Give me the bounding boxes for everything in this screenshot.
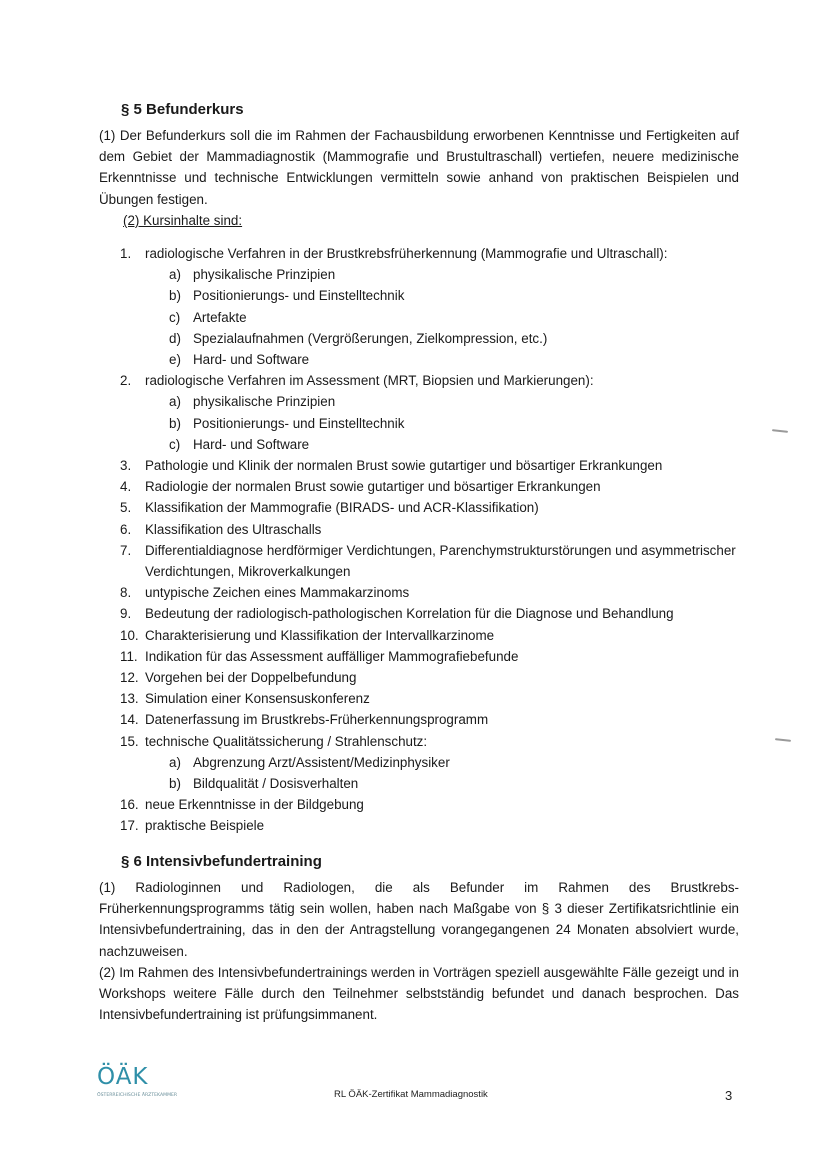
list-item (99, 625, 739, 646)
list-item-number: 1. (120, 246, 132, 261)
page-number: 3 (725, 1088, 733, 1103)
list-item-text: Charakterisierung und Klassifikation der Intervallkarzinome (145, 627, 495, 643)
sub-list-item-letter: b) (169, 776, 181, 792)
sub-list-item (99, 752, 739, 773)
section-6-paragraph-2: (2) Im Rahmen des Intensivbefundertrainings werden in Vorträgen speziell ausgewählte Fälle gezeigt und in Workshops weitere Fälle durch den Teilnehmer selbstständig befundet und danach besprochen. Das Intensivbefundertraining ist prüfungsimmanent. (99, 965, 739, 1023)
sub-list-item-letter: a) (169, 754, 181, 770)
list-item-text: Simulation einer Konsensuskonferenz (145, 691, 370, 707)
section-6-heading: § 6 Intensivbefundertraining (121, 853, 322, 870)
sub-list-item-letter: a) (169, 394, 181, 410)
sub-list-item (99, 285, 739, 306)
sub-list-item-text: physikalische Prinzipien (193, 394, 336, 410)
sub-list-item-text: Spezialaufnahmen (Vergrößerungen, Zielkompression, etc.) (193, 330, 548, 346)
sub-list-item-text: Hard- und Software (193, 352, 310, 368)
list-item (99, 709, 739, 730)
list-item-text: radiologische Verfahren im Assessment (MRT, Biopsien und Markierungen): (145, 373, 594, 389)
list-item-text: untypische Zeichen eines Mammakarzinoms (145, 585, 410, 601)
section-6-paragraph-1: (1) Radiologinnen und Radiologen, die als Befunder im Rahmen des Brustkrebs-Früherkennungsprogramms tätig sein wollen, haben nach Maßgabe von § 3 dieser Zertifikatsrichtlinie ein Intensivbefundertraining, das in den der Antragstellung vorangegangenen 24 Monaten absolviert wurde, nachzuweisen. (99, 880, 739, 959)
sub-list-item (99, 773, 739, 794)
sub-list-item (99, 413, 739, 434)
list-item-number: 6. (120, 521, 132, 537)
list-item-text: Bedeutung der radiologisch-pathologischen Korrelation für die Diagnose und Behandlung (145, 606, 674, 622)
sub-list-item-text: Positionierungs- und Einstelltechnik (193, 415, 405, 431)
sub-list-item-letter: a) (169, 267, 181, 283)
list-item (99, 794, 739, 815)
section-5-heading: § 5 Befunderkurs (121, 101, 244, 118)
list-item-number: 13. (120, 691, 139, 707)
list-item-number: 3. (120, 458, 132, 474)
sub-list-item-letter: b) (169, 288, 181, 304)
list-item-text: Pathologie und Klinik der normalen Brust sowie gutartiger und bösartiger Erkrankungen (145, 458, 663, 474)
sub-list-item (99, 307, 739, 328)
sub-list (99, 391, 739, 455)
list-item-number: 17. (120, 818, 139, 834)
scan-mark (772, 429, 788, 433)
sub-list-container (99, 391, 739, 455)
list-item (99, 582, 739, 603)
list-item-text: praktische Beispiele (145, 818, 265, 834)
list-item (99, 455, 739, 476)
sub-list-item-text: physikalische Prinzipien (193, 267, 336, 283)
list-item-text: Radiologie der normalen Brust sowie gutartiger und bösartiger Erkrankungen (145, 479, 601, 495)
list-item-number: 15. (120, 733, 139, 749)
list-item (99, 519, 739, 540)
list-item (99, 815, 739, 836)
list-item (99, 688, 739, 709)
sub-list-item-letter: c) (169, 436, 181, 452)
list-item (99, 646, 739, 667)
list-item-number: 7. (120, 542, 132, 558)
list-item (99, 243, 739, 264)
list-item-number: 14. (120, 712, 139, 728)
sub-list-item-text: Artefakte (193, 309, 247, 325)
sub-list (99, 264, 739, 370)
list-item-number: 2. (120, 373, 132, 389)
list-item-number: 16. (120, 797, 139, 813)
list-item-text: Indikation für das Assessment auffälliger Mammografiebefunde (145, 648, 519, 664)
list-item (99, 731, 739, 752)
list-item-text: technische Qualitätssicherung / Strahlenschutz: (145, 733, 428, 749)
list-item-text: Vorgehen bei der Doppelbefundung (145, 670, 357, 686)
scan-mark (775, 738, 791, 742)
list-item-text: Datenerfassung im Brustkrebs-Früherkennungsprogramm (145, 712, 489, 728)
sub-list-container (99, 752, 739, 794)
list-item (99, 540, 739, 582)
sub-list-container (99, 264, 739, 370)
section-5-paragraph-2-label: (2) Kursinhalte sind: (123, 213, 243, 228)
list-item-text: radiologische Verfahren in der Brustkrebsfrüherkennung (Mammografie und Ultraschall): (145, 246, 668, 261)
sub-list-item (99, 349, 739, 370)
sub-list-item-text: Abgrenzung Arzt/Assistent/Medizinphysiker (193, 754, 450, 770)
sub-list-item-letter: e) (169, 352, 181, 368)
list-item-number: 4. (120, 479, 132, 495)
logo-subtext: ÖSTERREICHISCHE ÄRZTEKAMMER (97, 1093, 178, 1098)
sub-list-item (99, 391, 739, 412)
list-item (99, 667, 739, 688)
list-item-number: 12. (120, 670, 139, 686)
list-item (99, 497, 739, 518)
list-item (99, 370, 739, 391)
list-item-number: 9. (120, 606, 132, 622)
list-item-text: Klassifikation der Mammografie (BIRADS- und ACR-Klassifikation) (145, 500, 539, 516)
list-item (99, 476, 739, 497)
list-item-number: 10. (120, 627, 139, 643)
list-item (99, 603, 739, 624)
sub-list (99, 752, 739, 794)
sub-list-item (99, 264, 739, 285)
sub-list-item-text: Bildqualität / Dosisverhalten (193, 776, 359, 792)
footer-title: RL ÖÄK-Zertifikat Mammadiagnostik (334, 1089, 488, 1100)
sub-list-item-letter: d) (169, 330, 181, 346)
sub-list-item (99, 328, 739, 349)
sub-list-item-text: Positionierungs- und Einstelltechnik (193, 288, 405, 304)
list-item-number: 11. (120, 648, 138, 664)
logo-letters: ÖÄK (97, 1064, 149, 1090)
section-5-paragraph-1: (1) Der Befunderkurs soll die im Rahmen der Fachausbildung erworbenen Kenntnisse und Fertigkeiten auf dem Gebiet der Mammadiagnostik (Mammografie und Brustultraschall) vertiefen, neuere medizinische Erkenntnisse und technische Entwicklungen vermitteln sowie anhand von praktischen Beispielen und Übungen festigen. (99, 128, 739, 207)
list-item-number: 8. (120, 585, 132, 601)
list-item-number: 5. (120, 500, 132, 516)
sub-list-item (99, 434, 739, 455)
sub-list-item-text: Hard- und Software (193, 436, 310, 452)
sub-list-item-letter: b) (169, 415, 181, 431)
list-item-text: neue Erkenntnisse in der Bildgebung (145, 797, 364, 813)
oeak-logo-icon (97, 1059, 178, 1101)
list-item-text: Differentialdiagnose herdförmiger Verdichtungen, Parenchymstrukturstörungen und asymmetrischer Verdichtungen, Mikroverkalkungen (145, 542, 736, 580)
course-contents-list (99, 243, 739, 837)
sub-list-item-letter: c) (169, 309, 181, 325)
list-item-text: Klassifikation des Ultraschalls (145, 521, 322, 537)
